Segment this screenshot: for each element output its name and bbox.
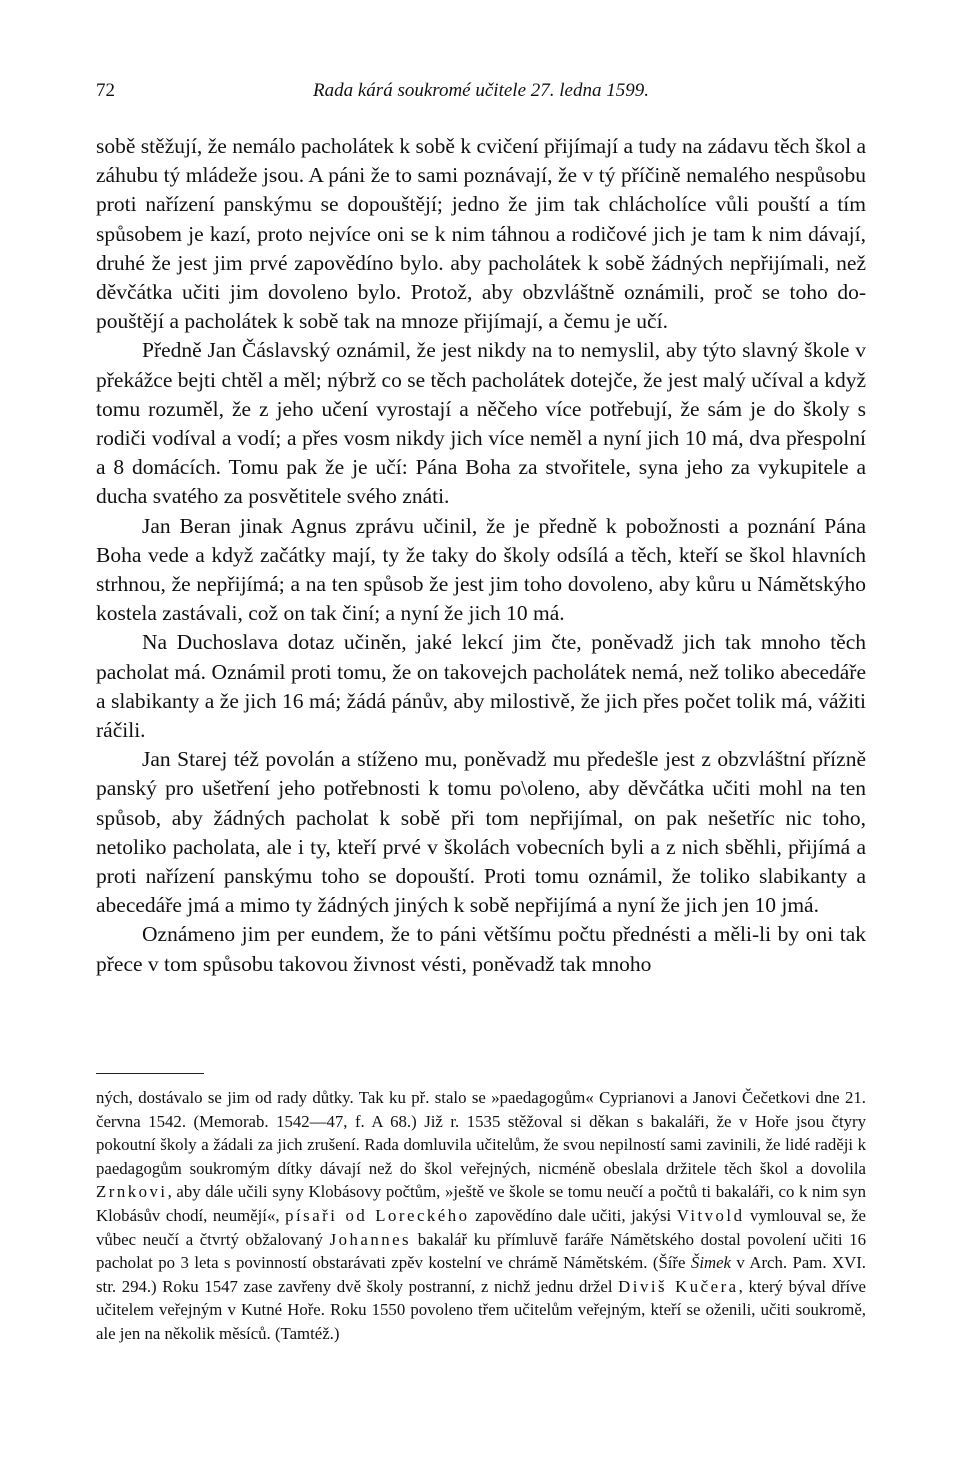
footnote-divider (96, 1073, 204, 1074)
footnote (96, 1086, 866, 1346)
page-header (96, 80, 866, 108)
main-text (96, 132, 866, 979)
footnote-text: zapovědíno dale učiti, jakýsi (469, 1205, 677, 1225)
footnote-text: , který býval dříve učitelem veřejným v Kutné Hoře. Roku 1550 povoleno třem učitelům veřejným, kteří se oženili, učiti soukromě, ale jen na několik měsíců. (Tamtéž.) (96, 1276, 866, 1343)
paragraph: Jan Beran jinak Agnus zprávu učinil, že je předně k pobožnosti a poznání Pána Boha vede a když začátky mají, ty že taky do školy odsílá a těch, kteří se škol hlavních strhnou, že nepřijímá; a na ten spůsob že jest jim toho dovoleno, aby kůru u Námětskýho kostela zastávali, což on tak činí; a nyní že jich 10 má. (96, 513, 866, 626)
footnote-text: vymlouval se, že vůbec neučí a čtvrtý obžalovaný (96, 1205, 867, 1249)
footnote-text: bakalář ku přímluvě faráře Námětského dostal povolení učiti 16 pacholat po 3 leta s povinností obstarávati zpěv kostelní ve chrámě Námětském. (Šíře (96, 1229, 867, 1273)
paragraph: Předně Jan Čáslavský oznámil, že jest nikdy na to nemyslil, aby týto slavný škole v překážce bejti chtěl a měl; nýbrž co se těch pacholátek dotejče, že jest malý učíval a když tomu rozuměl, že z jeho učení vyrostají a něčeho více potřebují, že sám je do školy s rodiči vodíval a vodí; a přes vosm nikdy jich více neměl a nyní jich 10 má, dva přespolní a 8 domácích. Tomu pak že je učí: Pána Boha za stvořitele, syna jeho za vykupitele a ducha svatého za posvětitele svého znáti. (96, 338, 866, 509)
paragraph: Oznámeno jim per eundem, že to páni většímu počtu přednésti a měli-li by oni tak přece v tom spůsobu takovou živnost vésti, poněvadž tak mnoho (96, 922, 866, 976)
paragraph: Na Duchoslava dotaz učiněn, jaké lekcí jim čte, poněvadž jich tak mnoho těch pacholat má. Oznámil proti tomu, že on takovejch pacholátek nemá, než toliko abecedáře a slabikanty a že jich 16 má; žádá pánův, aby milostivě, že jich přes počet tolik má, vážiti ráčili. (96, 630, 866, 743)
footnote-text: ných, dostávalo se jim od rady důtky. Tak ku př. stalo se »paedagogům« Cyprianovi a Janovi Čečetkovi dne 21. června 1542. (Memorab. 1542—47, f. A 68.) Již r. 1535 stěžoval si děkan s bakaláři, že v Hoře jsou čtyry pokoutní školy a žádali za jich zrušení. Rada domluvila učitelům, že svou nepilností sami zavinili, že lidé raději k paedagogům soukromým dítky dávají než do škol veřejných, nicméně obeslala držitele těch škol a dovolila (96, 1088, 866, 1178)
running-title: Rada kárá soukromé učitele 27. ledna 1599. (313, 80, 649, 101)
footnote-text: v Arch. Pam. XVI. str. 294.) Roku 1547 zase zavřeny dvě školy postranní, z nichž jednu držel (96, 1253, 866, 1296)
footnote-author: Šimek (690, 1253, 731, 1273)
footnote-name: písaři od Loreckého (285, 1205, 470, 1225)
footnote-name: Zrnkovi (96, 1182, 168, 1202)
footnote-name: Vitvold (676, 1205, 745, 1225)
footnote-text: , aby dále učili syny Klobásovy počtům, »ještě ve škole se tomu neučí a počtů ti bakaláři, co k nim syn Klobásův chodí, neumějí«, (96, 1182, 866, 1225)
footnote-name: Diviš Kučera (618, 1276, 739, 1296)
paragraph: Jan Starej též povolán a stíženo mu, poněvadž mu předešle jest z obzvláštní přízně panský pro ušetření jeho potřebnosti k tomu po\oleno, aby děvčátka učiti mohl na ten spůsob, aby žádných pacholat k sobě při tom nepřijímal, on pak nešetříc nic toho, netoliko pacholata, ale i ty, kteří prvé v školách vobecních byli a z nich sběhli, přijímá a proti nařízení panskýmu toho se dopouští. Proti tomu oznámil, že toliko slabikanty a abecedáře jmá a mimo ty žádných jiných k sobě nepřijímá a nyní že jich jen 10 jmá. (96, 747, 866, 918)
page-number: 72 (96, 80, 115, 101)
footnote-name: Johannes (329, 1229, 412, 1249)
paragraph: sobě stěžují, že nemálo pacholátek k sobě k cvičení přijímají a tudy na zádavu těch škol a záhubu tý mládeže jsou. A páni že to sami poznávají, že v tý příčině nemalého nespůsobu proti nařízení panskýmu se dopouštějí; jedno že jim tak chlácholíce vůli pouští a tím spůsobem je kazí, proto nejvíce oni se k nim táhnou a rodičové jich je tam k nim dávají, druhé že jest jim prvé zapovědíno bylo. aby pacholátek k sobě žádných nepřijímali, než děvčátka učiti jim dovoleno bylo. Protož, aby obzvláštně oznámili, proč se toho dopouštějí a pacholátek k sobě tak na mnoze přijímají, a čemu je učí. (96, 134, 866, 334)
